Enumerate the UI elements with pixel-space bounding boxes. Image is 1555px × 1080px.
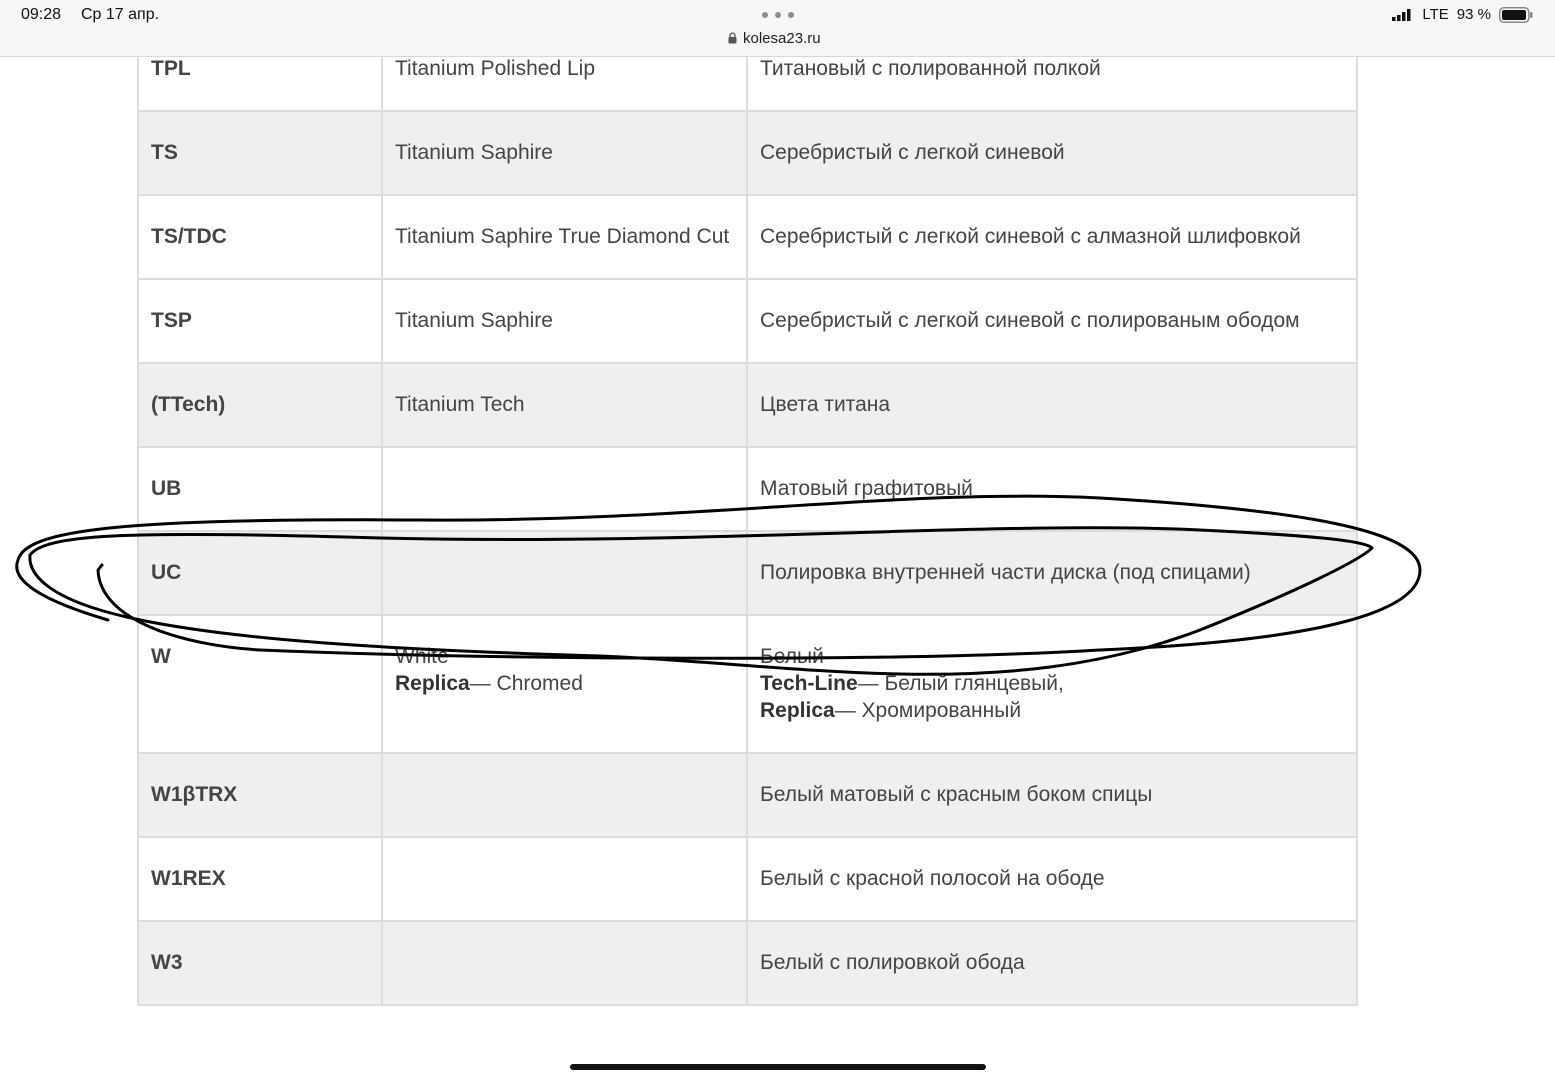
- russian-line: [760, 670, 1344, 697]
- english-line: [395, 139, 734, 166]
- code-cell: UB: [138, 447, 382, 531]
- table-row: [138, 921, 1357, 1005]
- english-cell: [382, 531, 747, 615]
- russian-line: [760, 697, 1344, 724]
- english-cell: [382, 111, 747, 195]
- russian-line: [760, 475, 1344, 502]
- russian-line: [760, 139, 1344, 166]
- russian-text: Цвета титана: [760, 393, 891, 416]
- russian-cell: [747, 447, 1357, 531]
- english-text: Titanium Saphire: [395, 309, 553, 332]
- russian-cell: [747, 279, 1357, 363]
- brand-label: Replica: [760, 699, 835, 722]
- english-cell: [382, 56, 747, 111]
- english-cell: [382, 279, 747, 363]
- english-line: [395, 670, 734, 697]
- english-text: — Chromed: [469, 672, 583, 695]
- russian-cell: [747, 111, 1357, 195]
- russian-line: [760, 643, 1344, 670]
- english-cell: [382, 447, 747, 531]
- russian-text: — Хромированный: [834, 699, 1022, 722]
- russian-text: Серебристый с легкой синевой: [760, 141, 1065, 164]
- english-cell: [382, 753, 747, 837]
- english-text: Titanium Polished Lip: [395, 57, 595, 80]
- russian-line: [760, 391, 1344, 418]
- russian-cell: [747, 753, 1357, 837]
- url-text: kolesa23.ru: [743, 29, 821, 47]
- signal-icon: [1392, 9, 1414, 21]
- english-line: [395, 391, 734, 418]
- code-cell: TPL: [138, 56, 382, 111]
- russian-cell: [747, 195, 1357, 279]
- russian-text: Белый: [760, 645, 824, 668]
- english-line: [395, 307, 734, 334]
- russian-line: [760, 559, 1344, 586]
- russian-text: Серебристый с легкой синевой с алмазной шлифовкой: [760, 225, 1301, 248]
- code-cell: W1REX: [138, 837, 382, 921]
- russian-cell: [747, 363, 1357, 447]
- english-cell: [382, 363, 747, 447]
- russian-line: [760, 949, 1344, 976]
- code-cell: TS: [138, 111, 382, 195]
- table-row: [138, 447, 1357, 531]
- russian-text: Полировка внутренней части диска (под спицами): [760, 561, 1251, 584]
- brand-label: Replica: [395, 672, 470, 695]
- russian-text: Белый с красной полосой на ободе: [760, 867, 1105, 890]
- status-time: 09:28: [21, 6, 62, 23]
- russian-line: [760, 865, 1344, 892]
- russian-line: [760, 56, 1344, 82]
- russian-line: [760, 781, 1344, 808]
- page-content: [0, 56, 1555, 1080]
- code-cell: W3: [138, 921, 382, 1005]
- english-line: [395, 643, 734, 670]
- english-text: White: [395, 645, 449, 668]
- table-row: [138, 615, 1357, 753]
- russian-text: — Белый глянцевый,: [857, 672, 1064, 695]
- address-bar[interactable]: [728, 28, 821, 48]
- table-row: [138, 279, 1357, 363]
- home-indicator[interactable]: [570, 1064, 986, 1070]
- russian-text: Белый с полировкой обода: [760, 951, 1025, 974]
- table-row: [138, 363, 1357, 447]
- english-cell: [382, 837, 747, 921]
- english-line: [395, 223, 734, 250]
- russian-cell: [747, 531, 1357, 615]
- russian-text: Матовый графитовый: [760, 477, 973, 500]
- battery-percent: 93 %: [1456, 6, 1491, 23]
- table-row: [138, 111, 1357, 195]
- table-row: [138, 753, 1357, 837]
- english-text: Titanium Saphire: [395, 141, 553, 164]
- code-cell: W: [138, 615, 382, 753]
- russian-cell: [747, 56, 1357, 111]
- network-label: LTE: [1422, 6, 1449, 23]
- english-cell: [382, 195, 747, 279]
- russian-text: Белый матовый с красным боком спицы: [760, 783, 1153, 806]
- russian-text: Титановый с полированной полкой: [760, 57, 1101, 80]
- battery-icon: [1499, 7, 1533, 23]
- code-cell: TSP: [138, 279, 382, 363]
- table-row: [138, 837, 1357, 921]
- english-text: Titanium Tech: [395, 393, 525, 416]
- table-row: [138, 531, 1357, 615]
- table-row: [138, 195, 1357, 279]
- browser-status-bar: [0, 0, 1555, 57]
- english-line: [395, 56, 734, 82]
- brand-label: Tech-Line: [760, 672, 858, 695]
- russian-line: [760, 223, 1344, 250]
- status-date: Ср 17 апр.: [81, 6, 160, 23]
- code-cell: W1βTRX: [138, 753, 382, 837]
- russian-cell: [747, 921, 1357, 1005]
- code-cell: UC: [138, 531, 382, 615]
- english-text: Titanium Saphire True Diamond Cut: [395, 225, 730, 248]
- more-dots-icon[interactable]: [762, 12, 794, 18]
- code-cell: (TTech): [138, 363, 382, 447]
- russian-cell: [747, 615, 1357, 753]
- english-cell: [382, 615, 747, 753]
- russian-line: [760, 307, 1344, 334]
- russian-cell: [747, 837, 1357, 921]
- color-codes-table: [137, 56, 1358, 1006]
- code-cell: TS/TDC: [138, 195, 382, 279]
- table-row: [138, 56, 1357, 111]
- lock-icon: [728, 32, 737, 44]
- english-cell: [382, 921, 747, 1005]
- russian-text: Серебристый с легкой синевой с полированым ободом: [760, 309, 1300, 332]
